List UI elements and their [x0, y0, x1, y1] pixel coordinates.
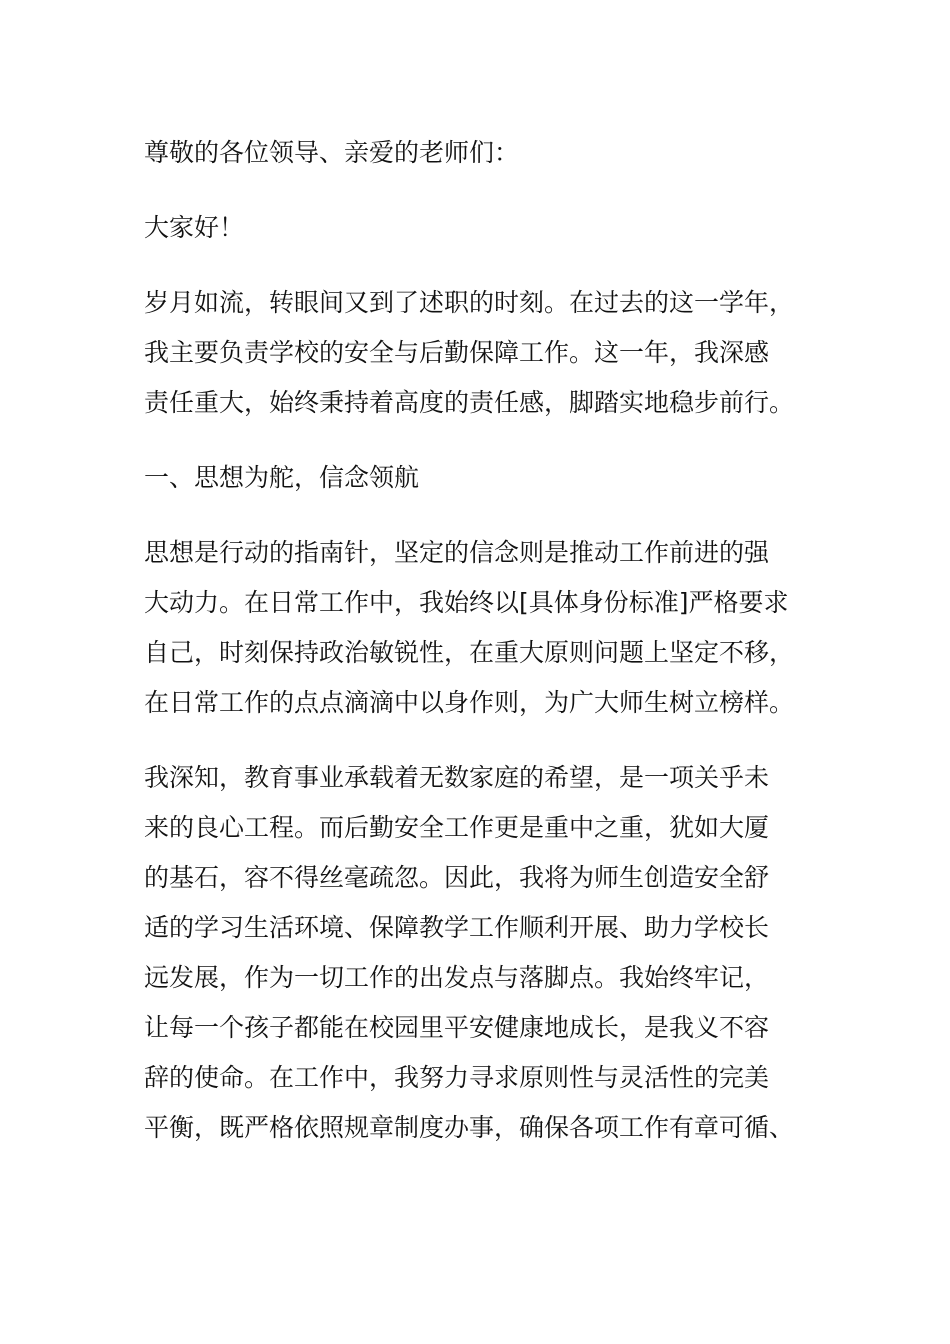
paragraph-gap	[144, 503, 809, 528]
text-line: 在日常工作的点点滴滴中以身作则，为广大师生树立榜样。	[144, 688, 795, 717]
text-line: 适的学习生活环境、保障教学工作顺利开展、助力学校长	[144, 913, 770, 942]
paragraph-intro	[144, 278, 809, 428]
text-line: 远发展，作为一切工作的出发点与落脚点。我始终牢记，	[144, 963, 770, 992]
paragraph-thought	[144, 528, 809, 728]
hello-line: 大家好！	[144, 213, 245, 242]
text-line: 辞的使命。在工作中，我努力寻求原则性与灵活性的完美	[144, 1063, 770, 1092]
document-page	[144, 128, 809, 1153]
text-line: 平衡，既严格依照规章制度办事，确保各项工作有章可循、	[144, 1113, 795, 1142]
section-heading: 一、思想为舵，信念领航	[144, 463, 420, 492]
paragraph-gap	[144, 728, 809, 753]
greeting-line: 尊敬的各位领导、亲爱的老师们：	[144, 138, 520, 167]
paragraph-gap	[144, 178, 809, 203]
paragraph-gap	[144, 253, 809, 278]
text-line: 岁月如流，转眼间又到了述职的时刻。在过去的这一学年，	[144, 288, 795, 317]
text-line: 自己，时刻保持政治敏锐性，在重大原则问题上坚定不移，	[144, 638, 795, 667]
text-line: 我主要负责学校的安全与后勤保障工作。这一年，我深感	[144, 338, 770, 367]
text-line: 思想是行动的指南针，坚定的信念则是推动工作前进的强	[144, 538, 770, 567]
text-line: 责任重大，始终秉持着高度的责任感，脚踏实地稳步前行。	[144, 388, 795, 417]
text-line: 来的良心工程。而后勤安全工作更是重中之重，犹如大厦	[144, 813, 770, 842]
text-line: 我深知，教育事业承载着无数家庭的希望，是一项关乎未	[144, 763, 770, 792]
paragraph-mission	[144, 753, 809, 1153]
paragraph-gap	[144, 428, 809, 453]
text-line: 的基石，容不得丝毫疏忽。因此，我将为师生创造安全舒	[144, 863, 770, 892]
text-line: 大动力。在日常工作中，我始终以[具体身份标准]严格要求	[144, 588, 789, 617]
text-line: 让每一个孩子都能在校园里平安健康地成长，是我义不容	[144, 1013, 770, 1042]
